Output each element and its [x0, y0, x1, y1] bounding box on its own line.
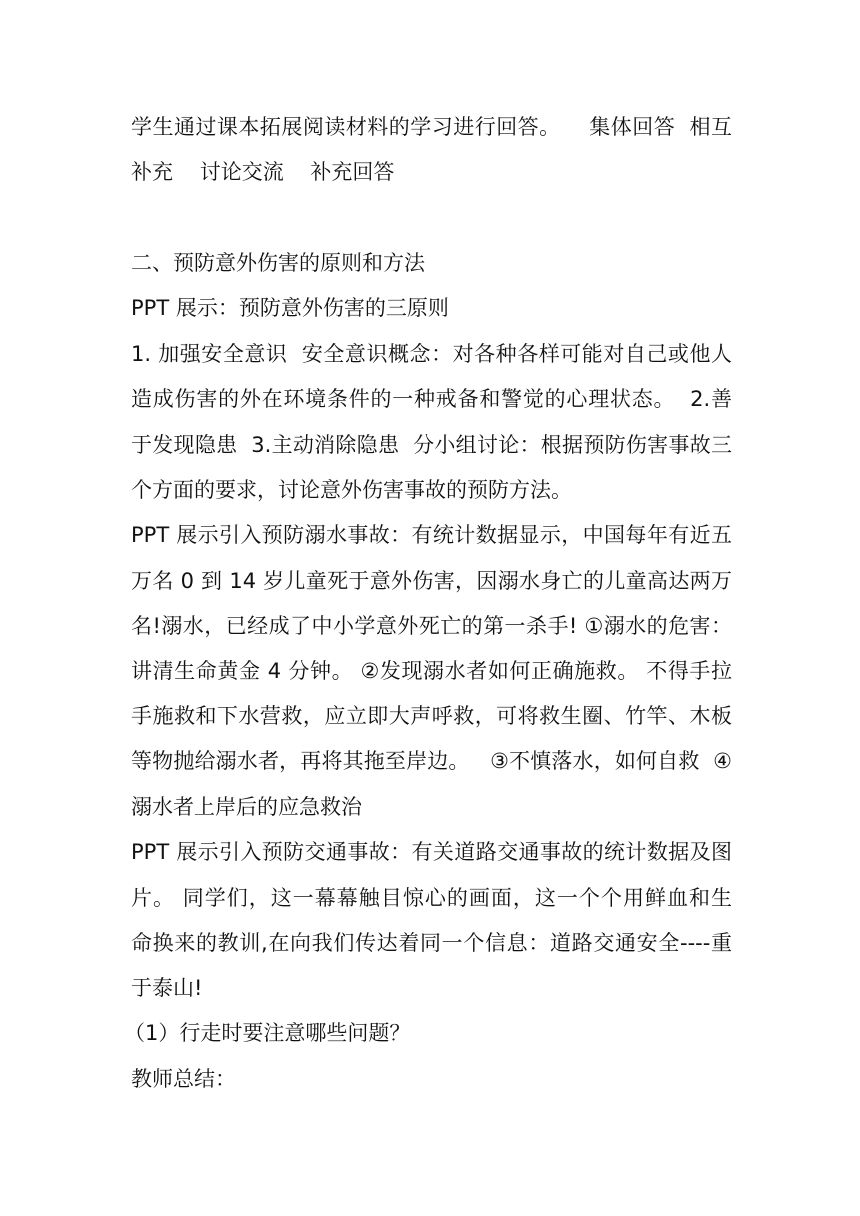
text-line-19: 于泰山!: [131, 976, 203, 1000]
text-line-14: 等物抛给溺水者，再将其拖至岸边。 ③不慎落水，如何自救 ④: [131, 749, 732, 773]
text-line-7: 于发现隐患 3.主动消除隐患 分小组讨论：根据预防伤害事故三: [131, 433, 732, 457]
question-line: （1）行走时要注意哪些问题？: [124, 1021, 411, 1045]
text-line-12: 讲清生命黄金 4 分钟。 ②发现溺水者如何正确施救。 不得手拉: [131, 659, 732, 683]
text-line-5: 1. 加强安全意识 安全意识概念：对各种各样可能对自己或他人: [131, 342, 732, 366]
text-line-9: PPT 展示引入预防溺水事故：有统计数据显示，中国每年有近五: [131, 523, 732, 547]
text-line-2: 补充 讨论交流 补充回答: [131, 160, 395, 184]
section-heading: 二、预防意外伤害的原则和方法: [131, 251, 425, 275]
text-line-4: PPT 展示：预防意外伤害的三原则: [131, 296, 449, 320]
text-line-13: 手施救和下水营救，应立即大声呼救，可将救生圈、竹竿、木板: [131, 704, 732, 728]
text-line-17: 片。 同学们，这一幕幕触目惊心的画面，这一个个用鲜血和生: [131, 886, 732, 910]
text-line-8: 个方面的要求，讨论意外伤害事故的预防方法。: [131, 478, 572, 502]
text-line-18: 命换来的教训,在向我们传达着同一个信息：道路交通安全----重: [131, 931, 732, 955]
text-line-6: 造成伤害的外在环境条件的一种戒备和警觉的心理状态。 2.善: [131, 387, 732, 411]
text-line-10: 万名 0 到 14 岁儿童死于意外伤害，因溺水身亡的儿童高达两万: [131, 569, 732, 593]
text-line-11: 名!溺水，已经成了中小学意外死亡的第一杀手! ①溺水的危害：: [131, 614, 732, 638]
text-line-16: PPT 展示引入预防交通事故：有关道路交通事故的统计数据及图: [131, 840, 732, 864]
text-line-1: 学生通过课本拓展阅读材料的学习进行回答。 集体回答 相互: [131, 115, 732, 139]
text-line-15: 溺水者上岸后的应急救治: [131, 795, 362, 819]
teacher-summary-label: 教师总结：: [131, 1067, 236, 1091]
